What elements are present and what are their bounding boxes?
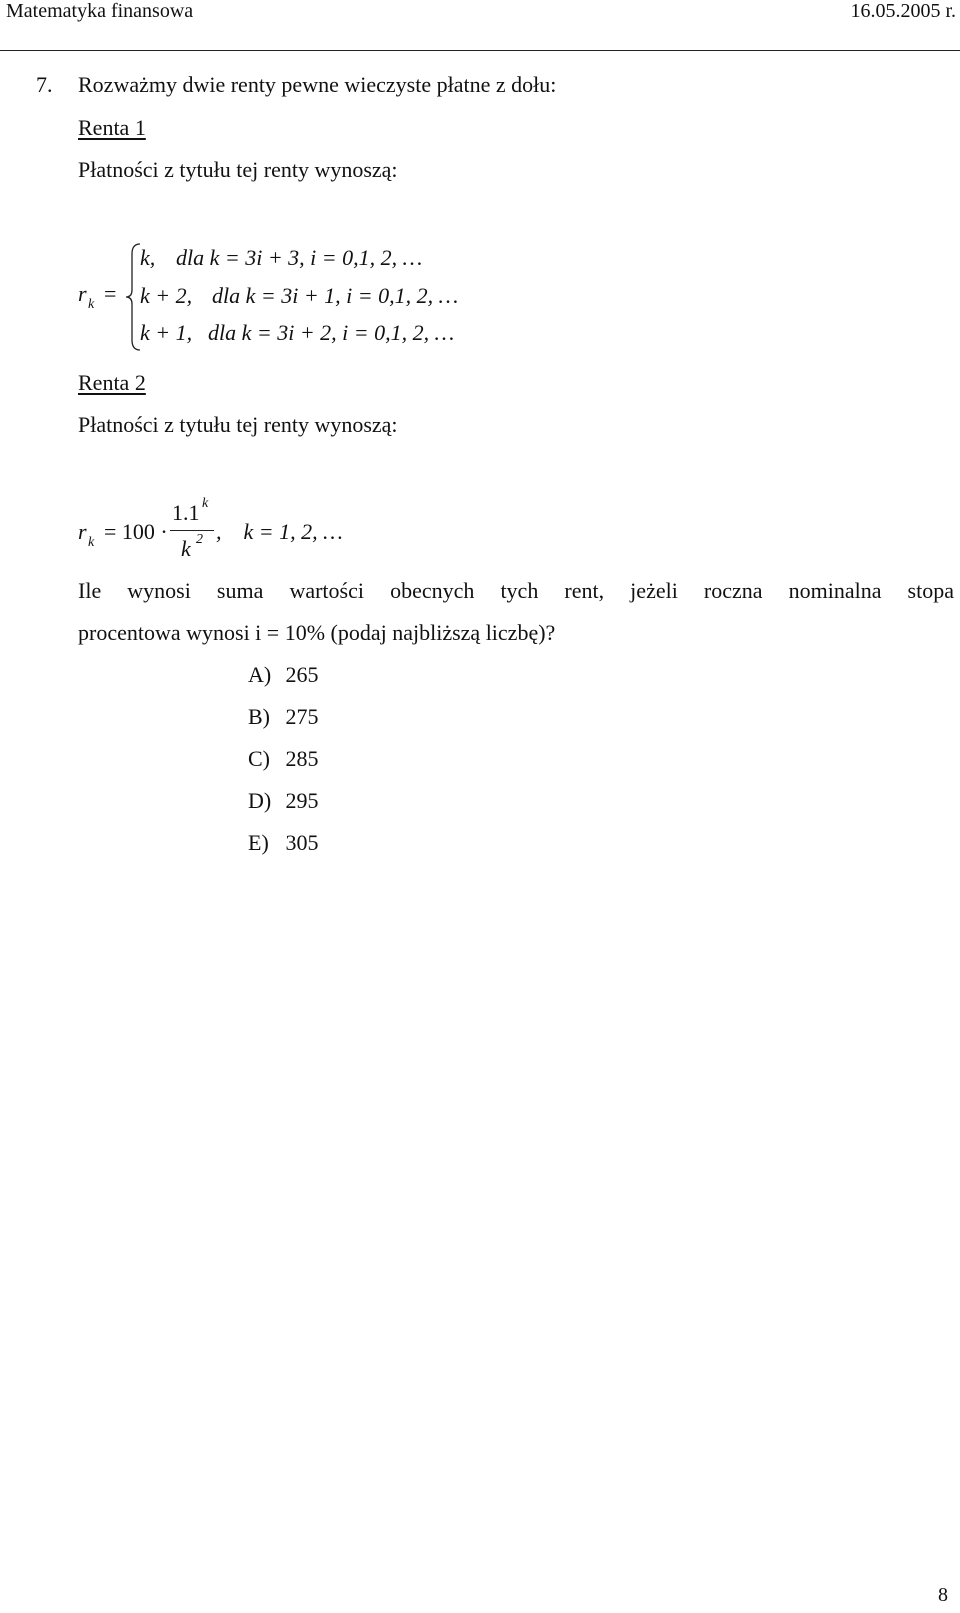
- formula2-lhs-sub: k: [88, 535, 95, 550]
- formula2-denominator: k: [181, 536, 191, 561]
- formula1-eq: =: [104, 281, 117, 306]
- formula1-row2-value: k + 2,: [140, 283, 193, 308]
- formula2-numerator: 1.1: [172, 500, 200, 525]
- answer-c-letter: C): [248, 746, 270, 771]
- formula2-lhs: r: [78, 519, 87, 544]
- page-number: 8: [938, 1584, 948, 1606]
- answer-a-value: 265: [285, 662, 319, 687]
- header-title: Matematyka finansowa: [6, 0, 194, 22]
- page-header: [0, 0, 960, 51]
- formula2-numerator-sup: k: [202, 496, 209, 511]
- formula2-range: , k = 1, 2, …: [216, 519, 343, 544]
- question-body-line2: procentowa wynosi i = 10% (podaj najbliższą liczbę)?: [78, 620, 556, 645]
- header-date: 16.05.2005 r.: [850, 0, 956, 22]
- formula1-lhs: r: [78, 281, 87, 306]
- formula2-denominator-sup: 2: [196, 532, 203, 547]
- formula2-coef: = 100 ·: [104, 519, 168, 544]
- formula1-lhs-sub: k: [88, 297, 95, 312]
- answer-d-value: 295: [285, 788, 319, 813]
- formula1-row3-value: k + 1,: [140, 320, 193, 345]
- answer-e: [248, 830, 319, 856]
- answer-b: [248, 704, 319, 730]
- renta1-text: Płatności z tytułu tej renty wynoszą:: [78, 157, 398, 182]
- answer-d: [248, 788, 319, 814]
- formula1-row3-condition: dla k = 3i + 2, i = 0,1, 2, …: [208, 320, 455, 345]
- renta2-heading: Renta 2: [78, 370, 146, 395]
- answer-d-letter: D): [248, 788, 272, 813]
- renta1-heading: Renta 1: [78, 115, 146, 140]
- question-intro: Rozważmy dwie renty pewne wieczyste płatne z dołu:: [78, 72, 557, 97]
- formula1-row1-value: k,: [140, 245, 156, 270]
- renta2-text: Płatności z tytułu tej renty wynoszą:: [78, 412, 398, 437]
- answer-c: [248, 746, 319, 772]
- answer-e-letter: E): [248, 830, 269, 855]
- fraction-bar: [170, 530, 214, 531]
- formula1-row2-condition: dla k = 3i + 1, i = 0,1, 2, …: [212, 283, 459, 308]
- formula1-row1-condition: dla k = 3i + 3, i = 0,1, 2, …: [176, 245, 423, 270]
- answer-a-letter: A): [248, 662, 272, 687]
- answer-a: [248, 662, 319, 688]
- answer-e-value: 305: [285, 830, 319, 855]
- question-number: 7.: [36, 72, 53, 97]
- question-body-line1: Ile wynosi suma wartości obecnych tych rent, jeżeli roczna nominalna stopa: [78, 578, 954, 603]
- answer-c-value: 285: [285, 746, 319, 771]
- answer-b-value: 275: [285, 704, 319, 729]
- answer-b-letter: B): [248, 704, 270, 729]
